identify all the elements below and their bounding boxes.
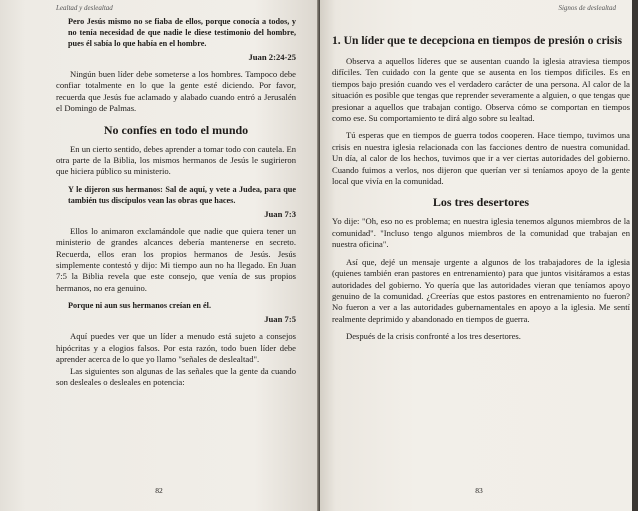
- paragraph-5: Las siguientes son algunas de las señales que la gente da cuando son desleales o desleales en potencia:: [56, 365, 296, 387]
- paragraph-1: Ningún buen líder debe someterse a los hombres. Tampoco debe confiar totalmente en lo que la gente esté diciendo. Por favor, recuerda que Jesús fue aclamado y alabado cuando entró a Jerusalén el Domingo de Palmas.: [56, 69, 296, 114]
- paragraph-1: Observa a aquellos líderes que se ausentan cuando la iglesia atraviesa tiempos difíciles. Ten cuidado con la gente que se ausenta en los tiempos difíciles. Es en tiempos bajo presión cuando ves el verdadero carácter de una persona. Al calor de la situación es posible que tengas que reprender severamente a alguien, o que tengas que presionar a aquellos que trabajan contigo. Observa cómo se comportan en tiempos como ese. Su comportamiento te dirá algo sobre su lealtad.: [332, 56, 630, 124]
- page-edge: [632, 0, 638, 511]
- page-number-right: 83: [475, 486, 483, 495]
- subheading: Los tres desertores: [432, 195, 530, 210]
- paragraph-3: Ellos lo animaron exclamándole que nadie que quiera tener un ministerio de grandes alcances debería mantenerse en secreto. Recuerda, ellos eran los propios hermanos de Jesús. Jesús simplemente contestó y dijo: Mi tiempo aun no ha llegado. En Juan 7:5 la Biblia revela que este consejo, que venía de sus propios hermanos, no era genuino.: [56, 225, 296, 293]
- section-heading: No confíes en todo el mundo: [103, 122, 249, 137]
- bible-quote-2: Y le dijeron sus hermanos: Sal de aquí, y vete a Judea, para que también tus discípulos vean las obras que haces.: [68, 184, 296, 205]
- quote-reference-1: Juan 2:24-25: [248, 52, 296, 62]
- paragraph-4: Así que, dejé un mensaje urgente a algunos de los trabajadores de la iglesia (quienes también eran pastores en entrenamiento) para que juntos visitáramos a estas autoridades del gobierno. Yo quería que las autoridades vieran que teníamos apoyo genuino de la comunidad. ¿Creerías que estos pastores en entrenamiento no fueron? No fueron a ver a las autoridades gubernamentales en apoyo a la iglesia. Me sentí realmente deprimido y abandonado en tiempos de guerra.: [332, 256, 630, 324]
- paragraph-5: Después de la crisis confronté a los tres desertores.: [346, 331, 521, 342]
- quote-reference-2: Juan 7:3: [264, 208, 296, 219]
- left-page: [0, 0, 318, 511]
- paragraph-4: Aquí puedes ver que un líder a menudo está sujeto a consejos hipócritas y a elogios falsos. Por esta razón, todo buen líder debe aprender acerca de lo que yo llamo "señales de deslealtad".: [56, 331, 296, 365]
- page-number-left: 82: [155, 486, 163, 495]
- bible-quote-1: Pero Jesús mismo no se fiaba de ellos, porque conocía a todos, y no tenía necesidad de que nadie le diese testimonio del hombre, pues él sabía lo que había en el hombre.: [68, 17, 296, 48]
- paragraph-3: Yo dije: "Oh, eso no es problema; en nuestra iglesia tenemos algunos miembros de la comunidad". "Incluso tengo algunos miembros de la comunidad que trabajan en nuestra oficina".: [332, 216, 630, 250]
- numbered-heading: 1. Un líder que te decepciona en tiempos de presión o crisis: [332, 34, 623, 47]
- paragraph-2: En un cierto sentido, debes aprender a tomar todo con cautela. En otra parte de la Biblia, los mismos hermanos de Jesús le sugirieron que hiciera público su ministerio.: [56, 143, 296, 177]
- bible-quote-3: Porque ni aun sus hermanos creían en él.: [68, 301, 211, 311]
- quote-reference-3: Juan 7:5: [264, 314, 296, 325]
- right-page: [320, 0, 638, 511]
- paragraph-2: Tú esperas que en tiempos de guerra todos cooperen. Hace tiempo, tuvimos una crisis en nuestra iglesia relacionada con las facciones dentro de nuestra comunidad. Un día, al calor de los hechos, tuvimos que ir a ver ciertas autoridades del gobierno. Cuando fuimos a verlos, nos dijeron que querían ver si teníamos apoyo de la gente local que vivía en la comunidad.: [332, 130, 630, 187]
- running-header-right: Signos de deslealtad: [558, 4, 616, 12]
- running-header-left: Lealtad y deslealtad: [56, 4, 113, 12]
